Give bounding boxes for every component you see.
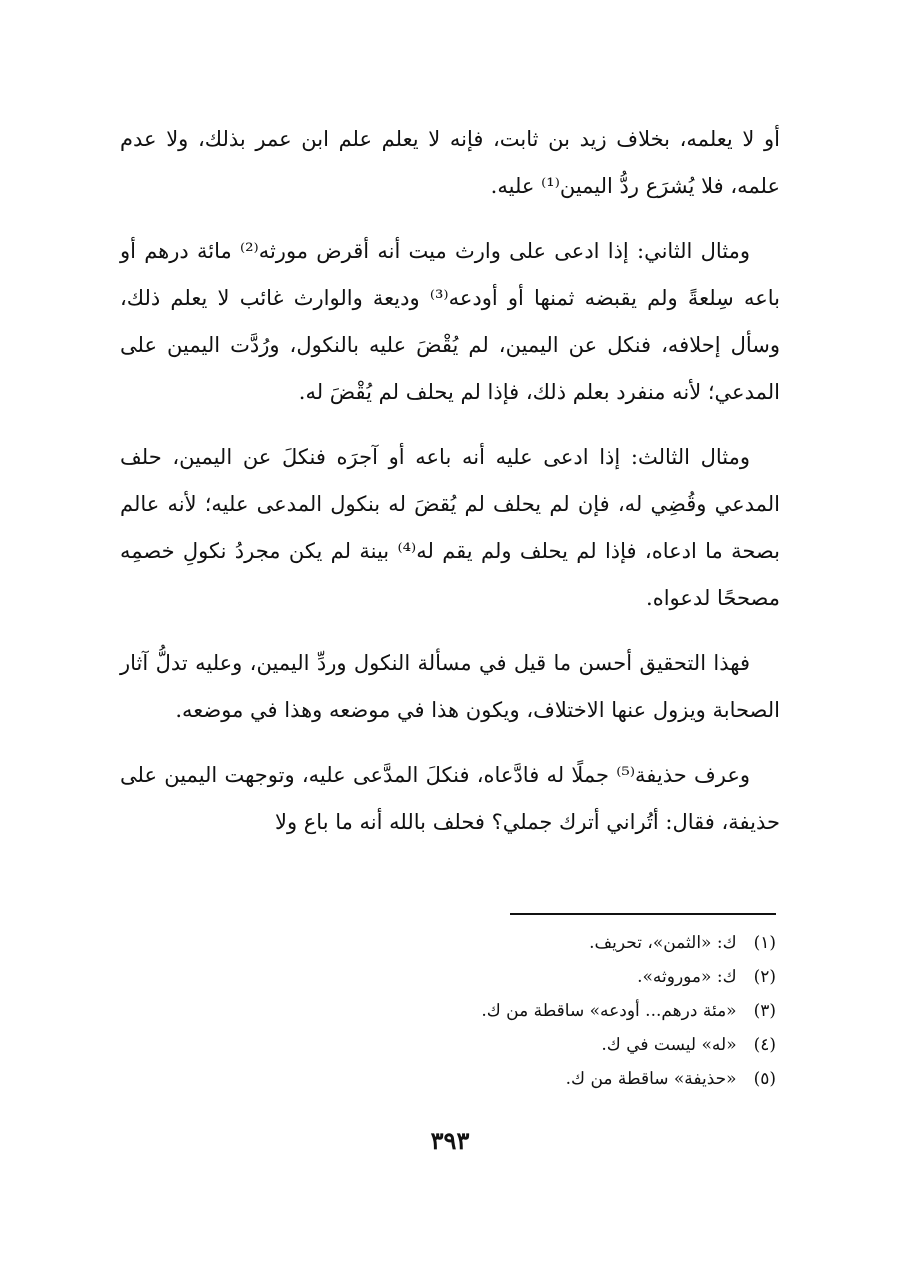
footnote-text: «له» ليست في ك. bbox=[601, 1035, 737, 1055]
paragraph-3: ومثال الثالث: إذا ادعى عليه أنه باعه أو آجرَه فنكلَ عن اليمين، حلف المدعي وقُضِي له، فإن لم يحلف لم يُقضَ له بنكول المدعى عليه؛ لأنه عالم بصحة ما ادعاه، فإذا لم يحلف ولم يقم له⁽⁴⁾ بينة لم يكن مجردُ نكولِ خصمِه مصححًا لدعواه. bbox=[120, 445, 780, 610]
footnote-2 bbox=[300, 960, 776, 994]
page-number: ٣٩٣ bbox=[430, 1126, 470, 1155]
footnote-number: (٣) bbox=[753, 1001, 776, 1021]
paragraph-5: وعرف حذيفة⁽⁵⁾ جملًا له فادَّعاه، فنكلَ المدَّعى عليه، وتوجهت اليمين على حذيفة، فقال: أتُراني أترك جملي؟ فحلف بالله أنه ما باع ولا bbox=[120, 763, 780, 834]
footnote-1 bbox=[300, 926, 776, 960]
footnote-number: (٥) bbox=[753, 1069, 776, 1089]
main-text bbox=[120, 116, 780, 864]
footnotes bbox=[300, 926, 776, 1096]
footnote-number: (٢) bbox=[753, 967, 776, 987]
footnote-text: «حذيفة» ساقطة من ك. bbox=[565, 1069, 737, 1089]
footnote-text: «مئة درهم... أودعه» ساقطة من ك. bbox=[481, 1001, 737, 1021]
paragraph-1: أو لا يعلمه، بخلاف زيد بن ثابت، فإنه لا يعلم علم ابن عمر بذلك، ولا عدم علمه، فلا يُشرَع ردُّ اليمين⁽¹⁾ عليه. bbox=[120, 127, 780, 198]
footnote-text: ك: «الثمن»، تحريف. bbox=[589, 933, 737, 953]
footnote-4 bbox=[300, 1028, 776, 1062]
paragraph-2: ومثال الثاني: إذا ادعى على وارث ميت أنه أقرض مورثه⁽²⁾ مائة درهم أو باعه سِلعةً ولم يقبضه ثمنها أو أودعه⁽³⁾ وديعة والوارث غائب لا يعلم ذلك، وسأل إحلافه، فنكل عن اليمين، لم يُقْضَ عليه بالنكول، ورُدَّت اليمين على المدعي؛ لأنه منفرد بعلم ذلك، فإذا لم يحلف لم يُقْضَ له. bbox=[120, 239, 780, 404]
footnote-number: (١) bbox=[753, 933, 776, 953]
footnote-text: ك: «موروثه». bbox=[637, 967, 737, 987]
footnote-number: (٤) bbox=[753, 1035, 776, 1055]
footnote-5 bbox=[300, 1062, 776, 1096]
paragraph-4: فهذا التحقيق أحسن ما قيل في مسألة النكول وردِّ اليمين، وعليه تدلُّ آثار الصحابة ويزول عنها الاختلاف، ويكون هذا في موضعه وهذا في موضعه. bbox=[120, 651, 780, 722]
footnote-3 bbox=[300, 994, 776, 1028]
footnote-separator bbox=[510, 913, 776, 915]
